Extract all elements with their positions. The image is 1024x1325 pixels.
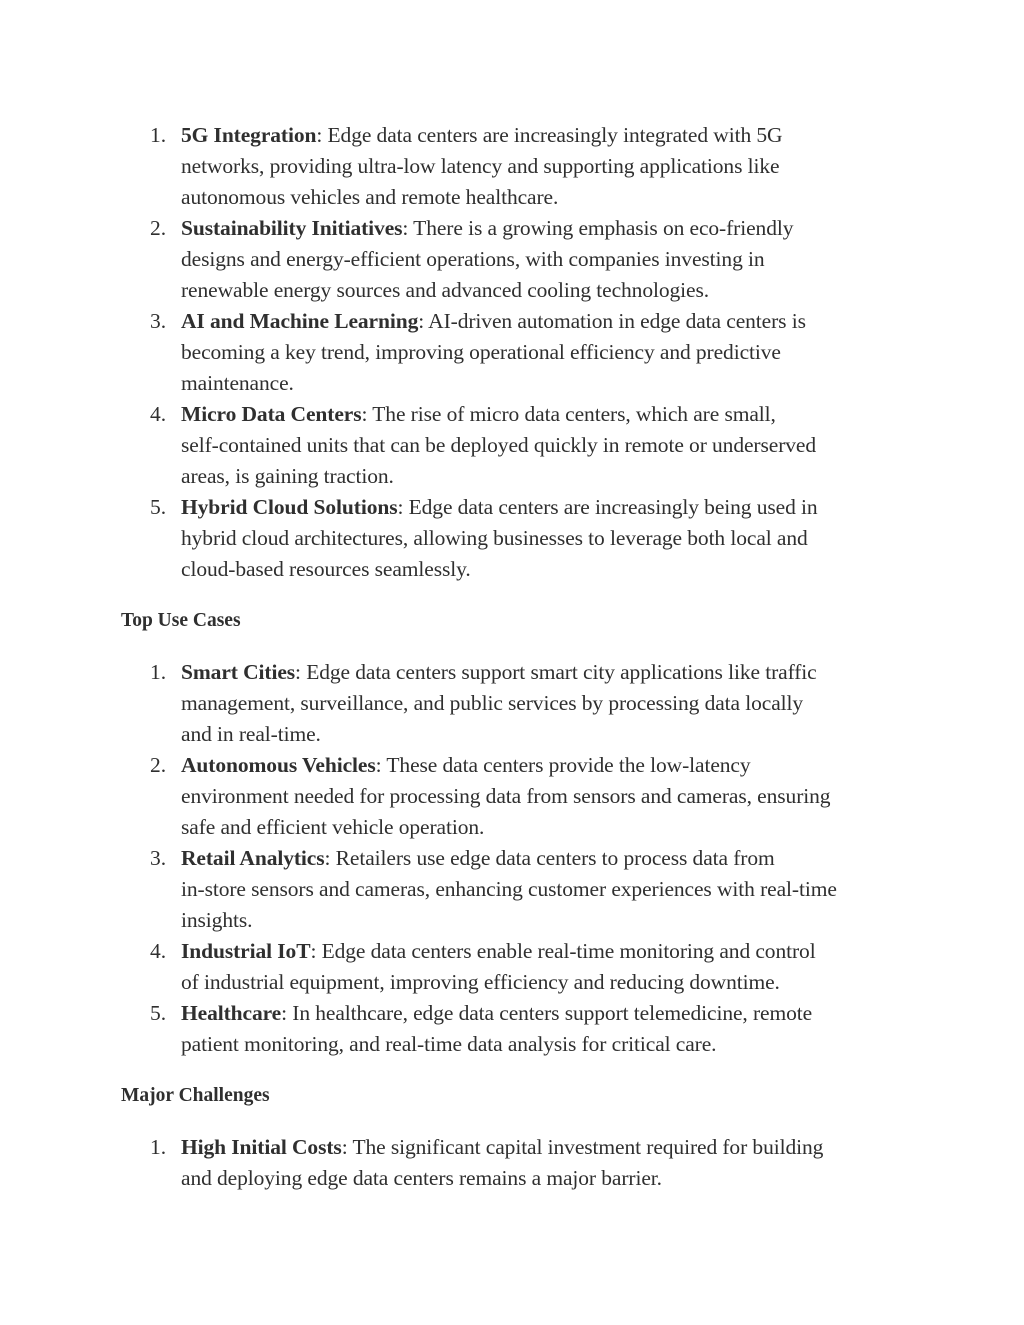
text-line: patient monitoring, and real-time data analysis for critical care.	[181, 1032, 717, 1056]
list-number: 2.	[150, 216, 167, 240]
text-line: : The significant capital investment required for building	[341, 1135, 824, 1159]
list-item-text	[181, 399, 911, 492]
text-line: : In healthcare, edge data centers support telemedicine, remote	[281, 1001, 813, 1025]
trends-list	[0, 120, 1024, 585]
text-line: of industrial equipment, improving efficiency and reducing downtime.	[181, 970, 780, 994]
list-item-term: 5G Integration	[181, 123, 317, 147]
text-line: hybrid cloud architectures, allowing businesses to leverage both local and	[181, 526, 808, 550]
text-line: : Edge data centers enable real-time monitoring and control	[310, 939, 816, 963]
list-item-term: Smart Cities	[181, 660, 296, 684]
list-item-text	[181, 120, 911, 213]
list-item-text	[181, 213, 911, 306]
list-number: 3.	[150, 309, 167, 333]
list-number: 5.	[150, 495, 167, 519]
list-item-text	[181, 843, 911, 936]
text-line: : AI-driven automation in edge data centers is	[418, 309, 806, 333]
list-item-term: Autonomous Vehicles	[181, 753, 376, 777]
text-line: networks, providing ultra-low latency and supporting applications like	[181, 154, 780, 178]
list-item-term: High Initial Costs	[181, 1135, 342, 1159]
list-number: 3.	[150, 846, 167, 870]
list-item-term: Industrial IoT	[181, 939, 311, 963]
text-line: : The rise of micro data centers, which are small,	[361, 402, 776, 426]
challenges-list	[0, 1132, 1024, 1194]
list-item	[0, 492, 1024, 585]
text-line: management, surveillance, and public services by processing data locally	[181, 691, 804, 715]
text-line: safe and efficient vehicle operation.	[181, 815, 485, 839]
list-number: 1.	[150, 660, 167, 684]
list-item	[0, 843, 1024, 936]
list-item-term: AI and Machine Learning	[181, 309, 419, 333]
text-line: : Edge data centers are increasingly being used in	[397, 495, 818, 519]
text-line: cloud-based resources seamlessly.	[181, 557, 471, 581]
list-number: 2.	[150, 753, 167, 777]
list-item-text	[181, 936, 911, 998]
list-item	[0, 120, 1024, 213]
list-item-term: Healthcare	[181, 1001, 282, 1025]
text-line: in-store sensors and cameras, enhancing customer experiences with real-time	[181, 877, 837, 901]
list-item	[0, 750, 1024, 843]
text-line: self-contained units that can be deployed quickly in remote or underserved	[181, 433, 816, 457]
list-item	[0, 399, 1024, 492]
text-line: : Edge data centers support smart city applications like traffic	[295, 660, 817, 684]
text-line: environment needed for processing data from sensors and cameras, ensuring	[181, 784, 831, 808]
text-line: : There is a growing emphasis on eco-friendly	[402, 216, 794, 240]
list-item-text	[181, 750, 911, 843]
text-line: designs and energy-efficient operations, with companies investing in	[181, 247, 765, 271]
list-item-text	[181, 657, 911, 750]
text-line: : Retailers use edge data centers to process data from	[324, 846, 775, 870]
list-item-text	[181, 998, 911, 1060]
list-number: 4.	[150, 402, 167, 426]
list-item-term: Micro Data Centers	[181, 402, 362, 426]
text-line: and deploying edge data centers remains a major barrier.	[181, 1166, 662, 1190]
text-line: becoming a key trend, improving operational efficiency and predictive	[181, 340, 781, 364]
list-item-term: Retail Analytics	[181, 846, 325, 870]
list-item-term: Sustainability Initiatives	[181, 216, 403, 240]
text-line: maintenance.	[181, 371, 294, 395]
text-line: autonomous vehicles and remote healthcare.	[181, 185, 559, 209]
list-item	[0, 213, 1024, 306]
list-number: 1.	[150, 123, 167, 147]
text-line: : These data centers provide the low-latency	[375, 753, 751, 777]
list-number: 5.	[150, 1001, 167, 1025]
text-line: renewable energy sources and advanced cooling technologies.	[181, 278, 710, 302]
list-item-text	[181, 492, 911, 585]
list-number: 4.	[150, 939, 167, 963]
list-item	[0, 306, 1024, 399]
list-item	[0, 657, 1024, 750]
section-heading-challenges: Major Challenges	[121, 1085, 270, 1106]
list-item	[0, 936, 1024, 998]
text-line: areas, is gaining traction.	[181, 464, 394, 488]
text-line: : Edge data centers are increasingly integrated with 5G	[316, 123, 783, 147]
list-item	[0, 998, 1024, 1060]
text-line: and in real-time.	[181, 722, 321, 746]
list-item	[0, 1132, 1024, 1194]
text-line: insights.	[181, 908, 253, 932]
list-number: 1.	[150, 1135, 167, 1159]
list-item-text	[181, 1132, 911, 1194]
use-cases-list	[0, 657, 1024, 1060]
list-item-text	[181, 306, 911, 399]
list-item-term: Hybrid Cloud Solutions	[181, 495, 398, 519]
section-heading-use-cases: Top Use Cases	[121, 610, 241, 631]
